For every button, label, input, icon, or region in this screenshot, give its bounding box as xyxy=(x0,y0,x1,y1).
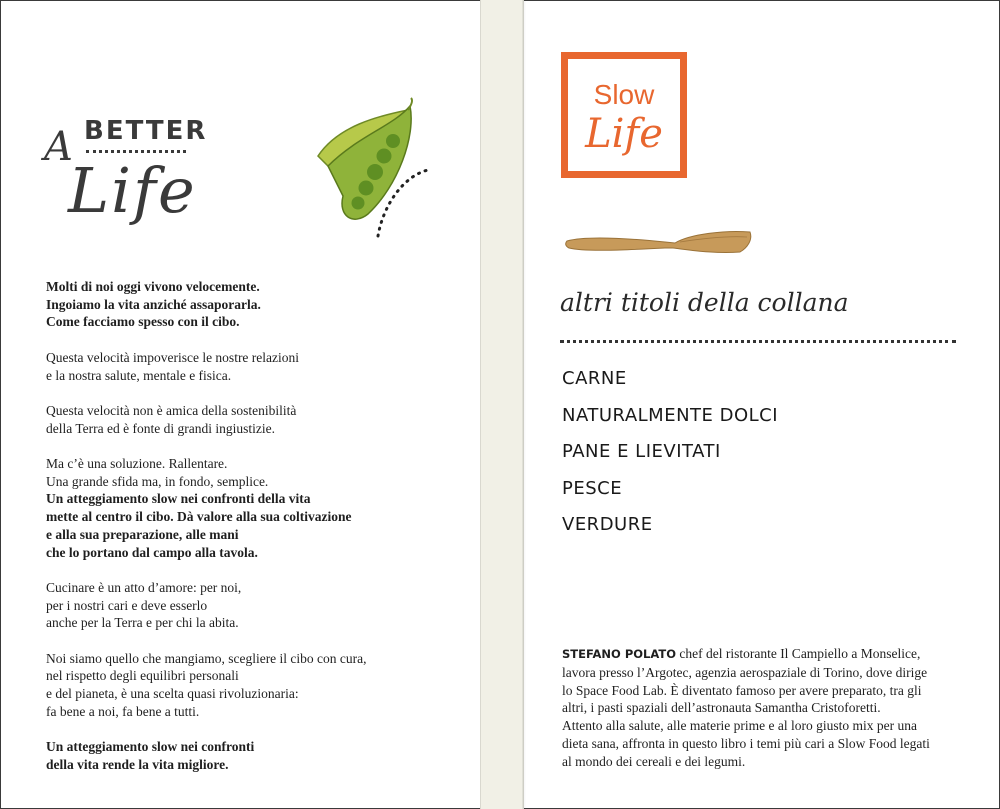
author-bio xyxy=(562,645,962,771)
text-line: Molti di noi oggi vivono velocemente. xyxy=(46,279,260,294)
text-line: della Terra ed è fonte di grandi ingiustizie. xyxy=(46,420,275,436)
series-title-list xyxy=(562,366,778,549)
text-line: Cucinare è un atto d’amore: per noi, xyxy=(46,579,242,595)
text-line: altri, i pasti spaziali dell’astronauta Samantha Cristoforetti. xyxy=(562,700,881,716)
text-line: fa bene a noi, fa bene a tutti. xyxy=(46,703,200,719)
list-item: PESCE xyxy=(562,477,623,499)
text-line: nel rispetto degli equilibri personali xyxy=(46,668,239,684)
text-line: Questa velocità impoverisce le nostre relazioni xyxy=(46,349,300,365)
text-line-bold: Un atteggiamento slow nei confronti della vita xyxy=(46,491,311,507)
pea-pod-illustration xyxy=(298,96,438,246)
logo-inner xyxy=(568,59,680,171)
list-item: PANE E LIEVITATI xyxy=(562,441,721,462)
paragraph-3 xyxy=(46,402,446,437)
paragraph-4 xyxy=(46,455,446,561)
text-line: e la nostra salute, mentale e fisica. xyxy=(46,367,232,383)
list-item: CARNE xyxy=(562,368,627,389)
text-line-bold: mette al centro il cibo. Dà valore alla sua coltivazione xyxy=(46,509,352,525)
paragraph-1 xyxy=(46,278,446,331)
logo-life-orange: Life xyxy=(585,111,663,157)
slow-life-logo xyxy=(561,52,687,178)
text-line-bold: e alla sua preparazione, alle mani xyxy=(46,526,239,542)
paragraph-6 xyxy=(46,650,446,721)
text-line: al mondo dei cereali e dei legumi. xyxy=(562,753,746,769)
dotted-divider xyxy=(560,340,956,343)
logo-better: BETTER xyxy=(84,116,208,146)
list-item: VERDURE xyxy=(562,514,653,535)
text-line: Ma c’è una soluzione. Rallentare. xyxy=(46,455,228,471)
text-line-bold: che lo portano dal campo alla tavola. xyxy=(46,544,258,560)
text-line: Noi siamo quello che mangiamo, scegliere il cibo con cura, xyxy=(46,650,367,666)
logo-dotted-line xyxy=(86,150,186,153)
text-line: lavora presso l’Argotec, agenzia aerospaziale di Torino, dove dirige xyxy=(562,664,928,680)
text-line: lo Space Food Lab. È diventato famoso per avere preparato, tra gli xyxy=(562,682,922,698)
list-item: NATURALMENTE DOLCI xyxy=(562,404,779,426)
text-line: Un atteggiamento slow nei confronti xyxy=(46,739,255,755)
author-name: STEFANO POLATO xyxy=(562,647,676,661)
intro-text xyxy=(46,278,446,791)
text-line: per i nostri cari e deve esserlo xyxy=(46,597,208,613)
text-line: Attento alla salute, alle materie prime e al loro giusto mix per una xyxy=(562,718,918,734)
book-spine xyxy=(480,0,524,809)
logo-a: A xyxy=(44,124,73,170)
logo-slow: Slow xyxy=(593,79,655,110)
paragraph-2 xyxy=(46,349,446,384)
text-line: e del pianeta, è una scelta quasi rivoluzionaria: xyxy=(46,686,299,702)
text-line: Ingoiamo la vita anziché assaporarla. xyxy=(46,296,261,312)
spine-shadow xyxy=(522,0,526,809)
text-line: Come facciamo spesso con il cibo. xyxy=(46,314,240,330)
paragraph-7 xyxy=(46,738,446,773)
text-line: Una grande sfida ma, in fondo, semplice. xyxy=(46,473,269,489)
text-line: anche per la Terra e per chi la abita. xyxy=(46,615,239,631)
series-heading: altri titoli della collana xyxy=(560,288,849,317)
wooden-spatula-illustration xyxy=(565,226,755,262)
paragraph-5 xyxy=(46,579,446,632)
text-line: Questa velocità non è amica della sostenibilità xyxy=(46,402,297,418)
text-line: chef del ristorante Il Campiello a Monselice, xyxy=(675,646,921,661)
logo-life: Life xyxy=(68,154,197,227)
text-line: dieta sana, affronta in questo libro i temi più cari a Slow Food legati xyxy=(562,735,930,751)
a-better-life-logo xyxy=(38,110,208,240)
text-line: della vita rende la vita migliore. xyxy=(46,756,229,772)
